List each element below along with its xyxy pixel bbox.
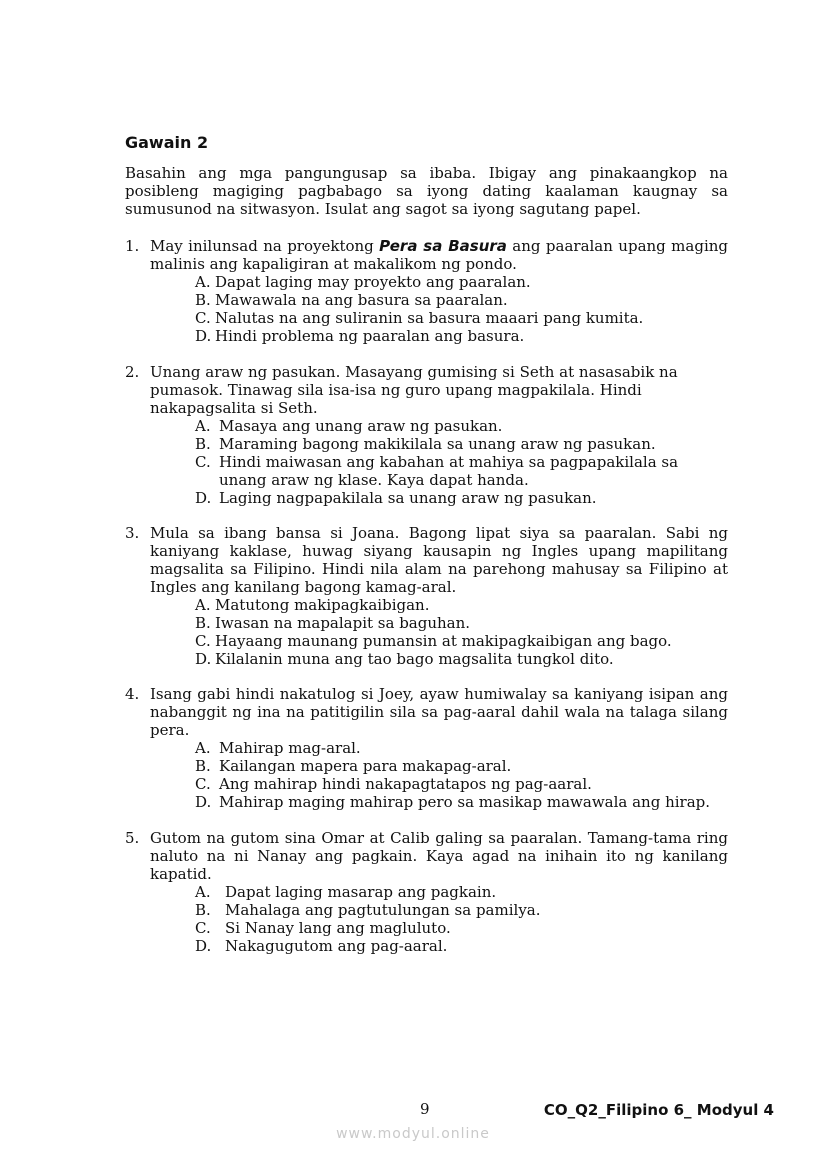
choice-letter: D.	[195, 937, 212, 955]
choice-letter: B.	[195, 435, 211, 453]
choice-list	[195, 273, 728, 345]
question-5	[125, 829, 728, 955]
question-2	[125, 363, 728, 507]
choice-text: Mawawala na ang basura sa paaralan.	[215, 291, 508, 309]
choice-letter: B.	[195, 757, 211, 775]
choice-letter: C.	[195, 775, 211, 793]
choice-d	[195, 489, 728, 507]
choice-d	[195, 650, 728, 668]
choice-letter: C.	[195, 309, 211, 327]
question-number: 5.	[125, 829, 140, 847]
stem-text: ang paaralan upang maging malinis ang kapaligiran at makalikom ng pondo.	[150, 237, 729, 273]
choice-letter: A.	[195, 273, 211, 291]
choice-text: Mahalaga ang pagtutulungan sa pamilya.	[225, 901, 541, 919]
choice-a	[195, 417, 728, 435]
question-3	[125, 524, 728, 668]
question-stem	[150, 363, 680, 417]
stem-text: May inilunsad na proyektong	[150, 237, 380, 255]
choice-a	[195, 273, 728, 291]
choice-b	[195, 435, 728, 453]
choice-c	[195, 775, 728, 793]
choice-text: Ang mahirap hindi nakapagtatapos ng pag-aaral.	[219, 775, 592, 793]
choice-letter: C.	[195, 453, 211, 471]
watermark: www.modyul.online	[336, 1126, 490, 1142]
choice-a	[195, 739, 728, 757]
choice-text: Si Nanay lang ang magluluto.	[225, 919, 451, 937]
choice-list	[195, 417, 728, 507]
choice-b	[195, 757, 728, 775]
choice-d	[195, 937, 728, 955]
question-1	[125, 237, 728, 345]
question-number: 4.	[125, 685, 140, 703]
choice-b	[195, 614, 728, 632]
choice-c	[195, 309, 728, 327]
choice-letter: C.	[195, 919, 211, 937]
choice-text: Dapat laging may proyekto ang paaralan.	[215, 273, 531, 291]
stem-text: Mula sa ibang bansa si Joana. Bagong lipat siya sa paaralan. Sabi ng kaniyang kaklase, huwag siyang kausapin ng Ingles upang mapilitang magsalita sa Filipino. Hindi nila alam na parehong mahusay sa Filipino at Ingles ang kanilang bagong kamag-aral.	[150, 524, 728, 596]
choice-list	[195, 739, 728, 811]
choice-text: Mahirap maging mahirap pero sa masikap mawawala ang hirap.	[219, 793, 711, 811]
choice-letter: D.	[195, 650, 212, 668]
choice-letter: D.	[195, 489, 212, 507]
stem-text: Unang araw ng pasukan. Masayang gumising si Seth at nasasabik na pumasok. Tinawag sila isa-isa ng guro upang magpakilala. Hindi nakapagsalita si Seth.	[150, 363, 678, 417]
question-stem	[150, 829, 728, 883]
question-stem	[150, 237, 728, 273]
stem-text: Isang gabi hindi nakatulog si Joey, ayaw humiwalay sa kaniyang isipan ang nabanggit ng ina na patitigilin sila sa pag-aaral dahil wala na talaga silang pera.	[150, 685, 728, 739]
choice-letter: D.	[195, 327, 212, 345]
choice-text: Laging nagpapakilala sa unang araw ng pasukan.	[219, 489, 597, 507]
page-title: Gawain 2	[125, 133, 209, 152]
choice-c	[195, 632, 728, 650]
choice-letter: B.	[195, 614, 211, 632]
choice-letter: A.	[195, 417, 211, 435]
choice-text: Iwasan na mapalapit sa baguhan.	[215, 614, 471, 632]
choice-letter: A.	[195, 883, 211, 901]
choice-c	[195, 453, 679, 489]
choice-letter: D.	[195, 793, 212, 811]
choice-b	[195, 901, 728, 919]
module-code: CO_Q2_Filipino 6_ Modyul 4	[543, 1101, 774, 1119]
question-number: 1.	[125, 237, 140, 255]
choice-a	[195, 883, 728, 901]
choice-letter: B.	[195, 291, 211, 309]
choice-text: Kilalanin muna ang tao bago magsalita tungkol dito.	[215, 650, 614, 668]
choice-text: Hindi problema ng paaralan ang basura.	[215, 327, 525, 345]
choice-text: Hayaang maunang pumansin at makipagkaibigan ang bago.	[215, 632, 672, 650]
choice-text: Nakagugutom ang pag-aaral.	[225, 937, 448, 955]
instructions: Basahin ang mga pangungusap sa ibaba. Ibigay ang pinakaangkop na posibleng magiging pagbabago sa iyong dating kaalaman kaugnay sa sumusunod na sitwasyon. Isulat ang sagot sa iyong sagutang papel.	[125, 164, 728, 218]
choice-d	[195, 327, 728, 345]
choice-list	[195, 596, 728, 668]
choice-text: Kailangan mapera para makapag-aral.	[219, 757, 512, 775]
choice-text: Matutong makipagkaibigan.	[215, 596, 430, 614]
choice-text: Dapat laging masarap ang pagkain.	[225, 883, 497, 901]
page-number: 9	[420, 1100, 430, 1118]
choice-text: Hindi maiwasan ang kabahan at mahiya sa pagpapakilala sa unang araw ng klase. Kaya dapat handa.	[219, 453, 679, 489]
choice-c	[195, 919, 728, 937]
choice-letter: A.	[195, 596, 211, 614]
choice-a	[195, 596, 728, 614]
choice-b	[195, 291, 728, 309]
choice-letter: B.	[195, 901, 211, 919]
project-name: Pera sa Basura	[379, 237, 507, 255]
question-number: 2.	[125, 363, 140, 381]
choice-letter: C.	[195, 632, 211, 650]
choice-list	[195, 883, 728, 955]
choice-text: Mahirap mag-aral.	[219, 739, 361, 757]
question-number: 3.	[125, 524, 140, 542]
choice-text: Maraming bagong makikilala sa unang araw ng pasukan.	[219, 435, 656, 453]
question-4	[125, 685, 728, 811]
choice-text: Masaya ang unang araw ng pasukan.	[219, 417, 503, 435]
stem-text: Gutom na gutom sina Omar at Calib galing sa paaralan. Tamang-tama ring naluto na ni Nanay ang pagkain. Kaya agad na inihain ito ng kanilang kapatid.	[150, 829, 728, 883]
choice-text: Nalutas na ang suliranin sa basura maaari pang kumita.	[215, 309, 644, 327]
choice-letter: A.	[195, 739, 211, 757]
question-stem	[150, 685, 728, 739]
choice-d	[195, 793, 728, 811]
question-stem	[150, 524, 728, 596]
